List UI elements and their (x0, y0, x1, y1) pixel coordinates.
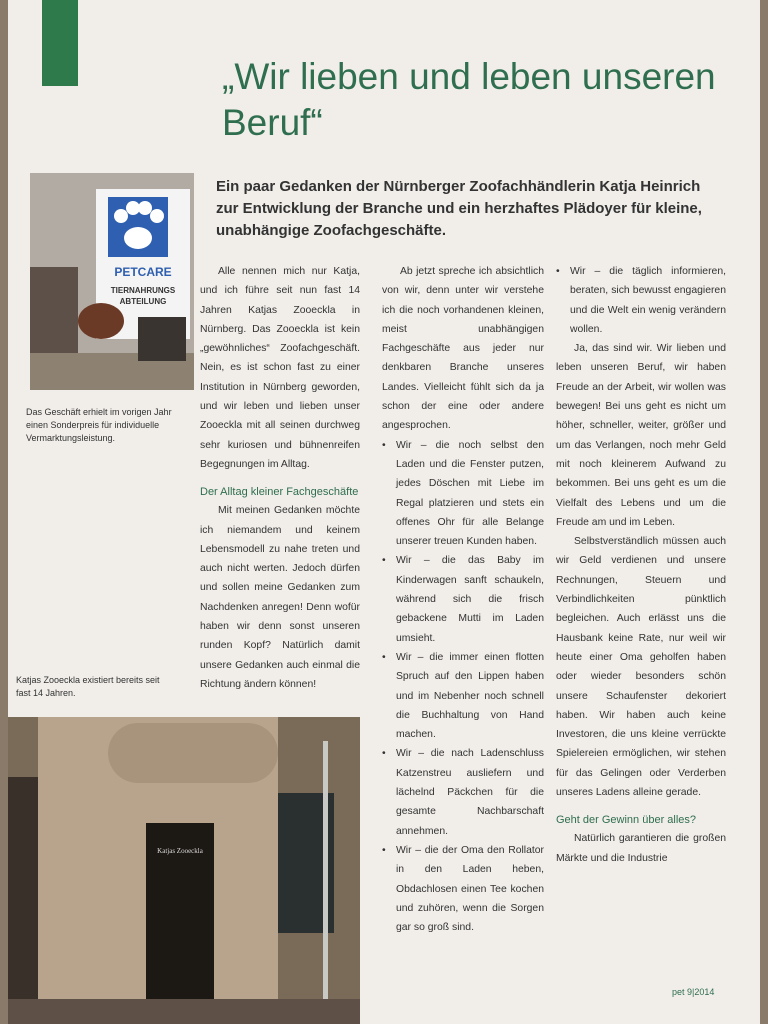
paragraph: Alle nennen mich nur Katja, und ich führe seit nun fast 14 Jahren Katjas Zooeckla in Nürnberg. Das Zooeckla ist kein „gewöhnliches“ Zoofachgeschäft. Nein, es ist schon fast zu einer Institution in Nürnberg geworden, und wir leben und lieben unser Zooeckla mit all seinen durchweg sehr kuriosen und bühnenreifen Begegnungen im Alltag. (200, 266, 360, 470)
section-heading: Geht der Gewinn über alles? (556, 814, 697, 827)
building-facade (38, 717, 278, 1024)
street-pole (323, 741, 328, 1024)
article-subtitle: Ein paar Gedanken der Nürnberger Zoofachhändlerin Katja Heinrich zur Entwicklung der Branche und ein herzhaftes Plädoyer für kleine, unabhängige Zoofachgeschäfte. (216, 178, 702, 239)
door-sign: Katjas Zooeckla (157, 847, 203, 855)
paragraph: Ab jetzt spreche ich absichtlich von wir, denn unter wir verstehe ich die noch vorhandenen kleinen, meist unabhängigen Fachgeschäfte aus jeder nur denkbaren Branche unseres Landes. Vielleicht fühlt sich da ja schon der eine oder andere angesprochen. (382, 266, 544, 432)
column-3 (556, 262, 726, 868)
page-footer: pet 9|2014 (672, 987, 715, 997)
column-2 (382, 262, 544, 937)
arch (108, 723, 278, 783)
section-tab (42, 0, 78, 86)
paw-logo-icon (108, 197, 168, 257)
shop-door (146, 823, 214, 999)
banner-brand: PETCARE (114, 265, 172, 279)
paragraph: Selbstverständlich müssen auch wir Geld verdienen und unsere Rechnungen, Steuern und Verbindlichkeiten pünktlich begleichen. Auch erlässt uns die Hausbank keine Rate, nur weil wir heute einer Oma geholfen haben oder wieder besonders schön unsere Schaufenster dekoriert haben. Wir haben auch keine Investoren, die uns kleine verrückte Spielereien ermöglichen, wir stehen für das Gelingen oder Verderben unseres Ladens alleine gerade. (556, 536, 726, 799)
paragraph: Ja, das sind wir. Wir lieben und leben unseren Beruf, wir haben Freude an der Arbeit, wir wollen was bewegen! Bei uns geht es nicht um höher, schneller, weiter, größer und um das Verlangen, noch mehr Geld mit noch kleinerem Aufwand zu bekommen. Bei uns geht es um die Vielfalt des Lebens und um die Freude am und im Leben. (556, 343, 726, 528)
photo-caption: Katjas Zooeckla existiert bereits seit fast 14 Jahren. (16, 675, 160, 698)
article-title: „Wir lieben und leben unseren Beruf“ (222, 56, 716, 143)
bullet-item: • Wir – die immer einen flotten Spruch auf den Lippen haben und im Nebenher noch schnell die Buchhaltung von Hand machen. (382, 648, 544, 744)
pet-bed (78, 303, 124, 339)
sidewalk (8, 999, 360, 1024)
bullet-item: • Wir – die täglich informieren, beraten, sich bewusst engagieren und die Welt ein wenig verändern wollen. (556, 262, 726, 339)
pet-basket (138, 317, 186, 361)
bullet-item: • Wir – die der Oma den Rollator in den Laden heben, Obdachlosen einen Tee kochen und zuhören, wenn die Sorgen gar so groß sind. (382, 841, 544, 937)
magazine-page (8, 0, 760, 1024)
storefront-photo (8, 717, 360, 1024)
paragraph: Mit meinen Gedanken möchte ich niemandem und keinem Lebensmodell zu nahe treten und auch nicht werten. Jedoch dürfen und sollen meine Gedanken zum Nachdenken anregen! Denn wofür haben wir denn sonst unseren runden Kopf? Natürlich damit unsere Gedanken auch einmal die Richtung ändern können! (200, 505, 360, 690)
shop-interior-photo (30, 173, 194, 390)
bullet-item: • Wir – die das Baby im Kinderwagen sanft schaukeln, während sich die frisch gebackene Mutti im Laden umsieht. (382, 551, 544, 647)
bullet-item: • Wir – die noch selbst den Laden und die Fenster putzen, jedes Döschen mit Liebe im Regal platzieren und stets ein offenes Ohr für alle Belange unserer treuen Kunden haben. (382, 436, 544, 552)
column-1 (200, 262, 360, 694)
banner-department: TIERNAHRUNGS ABTEILUNG (110, 286, 176, 306)
section-heading: Der Alltag kleiner Fachgeschäfte (200, 486, 359, 499)
paragraph: Natürlich garantieren die großen Märkte und die Industrie (556, 833, 726, 864)
bullet-item: • Wir – die nach Ladenschluss Katzenstreu ausliefern und lächelnd Päckchen für die gesamte Nachbarschaft annehmen. (382, 744, 544, 840)
photo-caption: Das Geschäft erhielt im vorigen Jahr einen Sonderpreis für individuelle Vermarktungsleistung. (26, 407, 172, 443)
